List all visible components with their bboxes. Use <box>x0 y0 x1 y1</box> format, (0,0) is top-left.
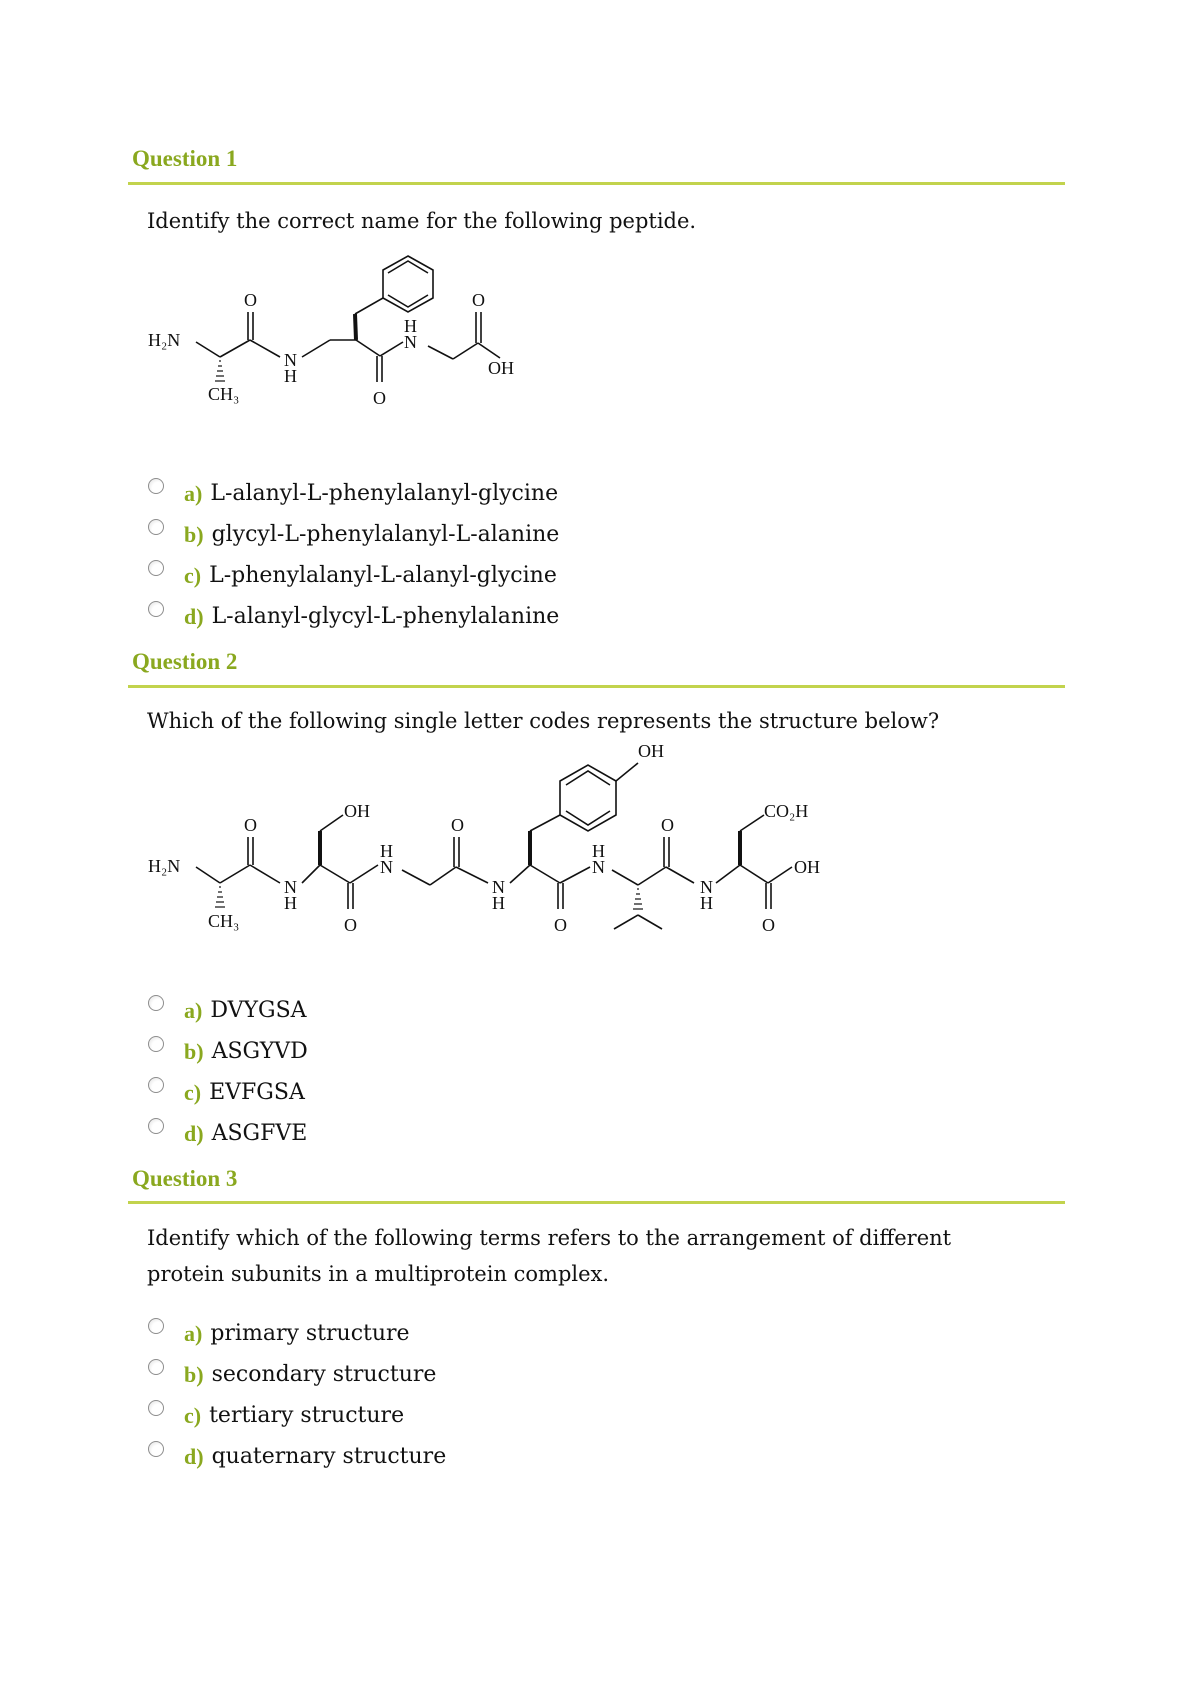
radio-button[interactable] <box>148 995 164 1011</box>
question-3-prompt: Identify which of the following terms refers to the arrangement of different protein subunits in a multiprotein complex. <box>147 1226 952 1286</box>
question-3-divider <box>128 1201 1065 1204</box>
radio-button[interactable] <box>148 1359 164 1375</box>
option-b[interactable] <box>148 1354 446 1395</box>
hydroxyl-label: OH <box>638 741 664 761</box>
radio-button[interactable] <box>148 478 164 494</box>
option-text: L-alanyl-glycyl-L-phenylalanine <box>211 604 560 629</box>
radio-button[interactable] <box>148 1400 164 1416</box>
option-d[interactable] <box>148 1436 446 1477</box>
nitrogen-label: N <box>700 877 713 897</box>
oxygen-label: O <box>661 815 674 835</box>
option-a[interactable] <box>148 1313 446 1354</box>
hydrogen-label: H <box>404 316 417 336</box>
hydroxyl-label: OH <box>344 801 370 821</box>
oxygen-label: O <box>451 815 464 835</box>
option-text: quaternary structure <box>211 1444 447 1469</box>
nitrogen-label: N <box>284 350 297 370</box>
hydroxyl-label: OH <box>488 358 514 378</box>
option-text: tertiary structure <box>209 1403 405 1428</box>
question-1-title: Question 1 <box>132 146 238 171</box>
question-3-options <box>148 1313 446 1477</box>
option-b[interactable] <box>148 514 559 555</box>
option-text: ASGFVE <box>211 1121 308 1146</box>
oxygen-label: O <box>244 815 257 835</box>
option-text: EVFGSA <box>209 1080 305 1105</box>
ch3-label: CH₃ <box>208 911 240 931</box>
hydrogen-label: H <box>592 841 605 861</box>
option-letter: b) <box>184 1038 204 1064</box>
option-text: L-phenylalanyl-L-alanyl-glycine <box>209 563 557 588</box>
question-2-options <box>148 990 308 1154</box>
oxygen-label: O <box>554 915 567 935</box>
option-text: secondary structure <box>211 1362 437 1387</box>
option-b[interactable] <box>148 1031 308 1072</box>
option-c[interactable] <box>148 1395 446 1436</box>
ch3-label: CH₃ <box>208 384 240 404</box>
option-a[interactable] <box>148 990 308 1031</box>
oxygen-label: O <box>244 290 257 310</box>
radio-button[interactable] <box>148 1077 164 1093</box>
question-2-title: Question 2 <box>132 649 238 674</box>
option-letter: a) <box>184 997 203 1023</box>
peptide-1-diagram <box>148 240 528 440</box>
option-text: L-alanyl-L-phenylalanyl-glycine <box>210 481 559 506</box>
nitrogen-label: N <box>592 857 605 877</box>
question-2-structure <box>148 735 848 960</box>
radio-button[interactable] <box>148 601 164 617</box>
nitrogen-label: N <box>492 877 505 897</box>
nitrogen-label: N <box>380 857 393 877</box>
option-a[interactable] <box>148 473 559 514</box>
option-letter: d) <box>184 1443 204 1469</box>
radio-button[interactable] <box>148 1118 164 1134</box>
option-letter: c) <box>184 562 202 588</box>
question-2-divider <box>128 685 1065 688</box>
carboxyl-label: CO₂H <box>764 801 809 821</box>
option-letter: a) <box>184 1320 203 1346</box>
option-letter: b) <box>184 1361 204 1387</box>
option-letter: c) <box>184 1079 202 1105</box>
radio-button[interactable] <box>148 560 164 576</box>
nh2-label: H₂N <box>148 856 181 876</box>
radio-button[interactable] <box>148 1318 164 1334</box>
option-text: DVYGSA <box>210 998 307 1023</box>
option-d[interactable] <box>148 596 559 637</box>
hydrogen-label: H <box>284 366 297 386</box>
peptide-2-diagram <box>148 735 848 960</box>
oxygen-label: O <box>762 915 775 935</box>
option-text: ASGYVD <box>211 1039 308 1064</box>
option-c[interactable] <box>148 1072 308 1113</box>
option-text: glycyl-L-phenylalanyl-L-alanine <box>211 522 560 547</box>
question-1-prompt: Identify the correct name for the following peptide. <box>147 209 697 233</box>
question-1-divider <box>128 182 1065 185</box>
option-letter: b) <box>184 521 204 547</box>
nitrogen-label: N <box>284 877 297 897</box>
radio-button[interactable] <box>148 1441 164 1457</box>
question-1-options <box>148 473 559 637</box>
oxygen-label: O <box>373 388 386 408</box>
option-d[interactable] <box>148 1113 308 1154</box>
question-1-structure <box>148 240 528 440</box>
option-letter: c) <box>184 1402 202 1428</box>
option-letter: d) <box>184 1120 204 1146</box>
question-2-prompt: Which of the following single letter codes represents the structure below? <box>147 709 940 733</box>
hydroxyl-label: OH <box>794 857 820 877</box>
oxygen-label: O <box>472 290 485 310</box>
option-letter: a) <box>184 480 203 506</box>
option-letter: d) <box>184 603 204 629</box>
radio-button[interactable] <box>148 1036 164 1052</box>
oxygen-label: O <box>344 915 357 935</box>
nitrogen-label: N <box>404 332 417 352</box>
hydrogen-label: H <box>492 893 505 913</box>
hydrogen-label: H <box>284 893 297 913</box>
option-c[interactable] <box>148 555 559 596</box>
radio-button[interactable] <box>148 519 164 535</box>
hydrogen-label: H <box>700 893 713 913</box>
nh2-label: H₂N <box>148 330 181 350</box>
option-text: primary structure <box>210 1321 410 1346</box>
question-3-title: Question 3 <box>132 1166 238 1191</box>
hydrogen-label: H <box>380 841 393 861</box>
